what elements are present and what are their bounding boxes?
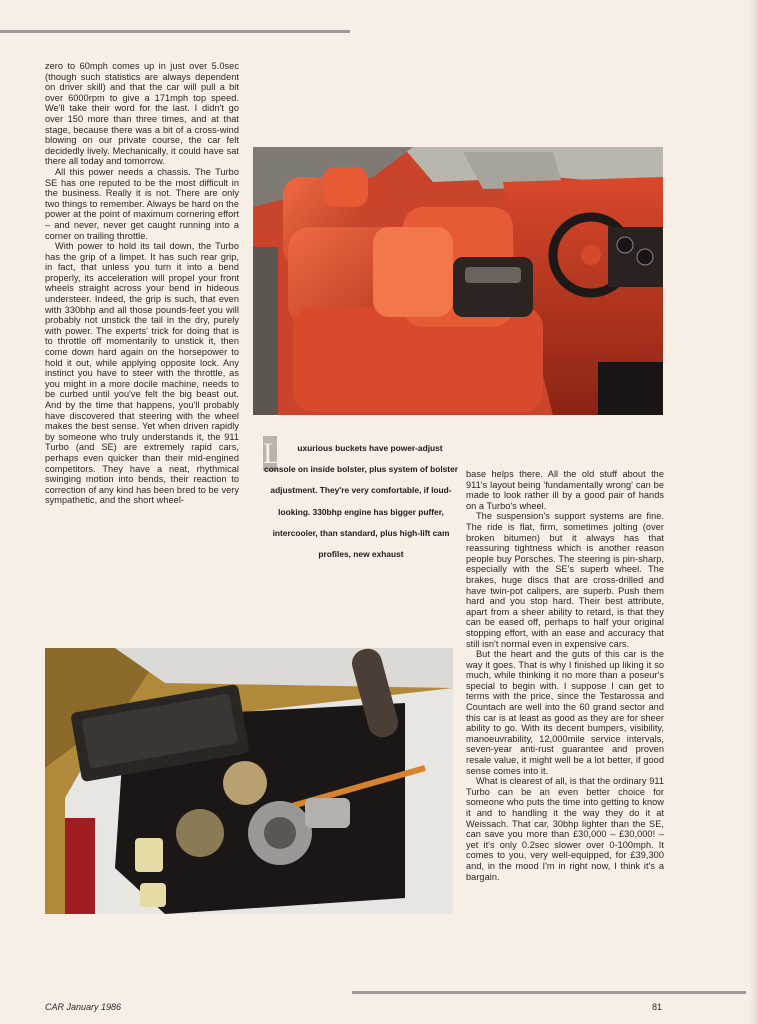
paragraph: zero to 60mph comes up in just over 5.0sec (though such statistics are always dependent on driver skill) and that the car will pull a bit over 6000rpm to give a 171mph top speed. We'll take their word for the last. I didn't go over 150 more than three times, and at that stage, because there was a bit of a cross-wind blowing on our private course, the car felt decidedly lively. Mechanically, it could have sat there all today and tomorrow. (45, 61, 239, 167)
paragraph: base helps there. All the old stuff about the 911's layout being 'fundamentally wrong' can be made to look rather ill by a good pair of hands on a Turbo's wheel. (466, 469, 664, 511)
drop-cap: L (263, 437, 282, 470)
article-column-left (45, 61, 239, 506)
page-edge-shadow (750, 0, 758, 1024)
paragraph: But the heart and the guts of this car is the way it goes. That is why I finished up liking it so much, while thinking it no more than a poseur's special to begin with. I suppose I can get to terms with the price, since the Testarossa and Countach are well into the 60 grand sector and this car is at least as good as they are for sheer ability to go. With its decent bumpers, visibility, manoeuvrability, 12,000mile service intervals, seven-year anti-rust guarantee and proven resale value, it might well be a lot better, if good sense comes into it. (466, 649, 664, 776)
article-column-right (466, 469, 664, 882)
caption-text: uxurious buckets have power-adjust console on inside bolster, plus system of bolster adjustment. They're very comfortable, if loud-looking. 330bhp engine has bigger puffer, intercooler, than standard, plus high-lift cam profiles, new exhaust (263, 443, 459, 560)
page-number: 81 (652, 1002, 663, 1012)
paragraph: With power to hold its tail down, the Turbo has the grip of a limpet. It has such rear grip, in fact, that unless you turn it into a bend properly, its acceleration will propel your front wheels straight across your bend in hideous understeer. Indeed, the grip is such, that even with 330bhp and all those pounds-feet you will probably not unstick the tail in the dry, purely with power. The experts' trick for doing that is to throttle off momentarily to unstick it, then come down hard again on the horsepower to hold it out, while applying opposite lock. Any instinct you have to steer with the throttle, as you might in a more docile machine, needs to be curbed until you've felt the big beast out. And by the time that happens, you'll probably have discovered that steering with the wheel makes the best sense. Yet when driven rapidly by someone who truly understands it, the 911 Turbo (and SE) are extremely rapid cars, perhaps even quicker than their mid-engined competitors. They have a neat, rhythmical swinging motion into bends, their reaction to correction of any kind has been bred to be very sympathetic, and the short wheel- (45, 241, 239, 506)
top-rule (0, 30, 350, 33)
magazine-issue-label: CAR January 1986 (45, 1002, 122, 1012)
engine-bay-photo (45, 648, 453, 914)
paragraph: All this power needs a chassis. The Turbo SE has one reputed to be the most difficult in the business. Really it is not. There are only two things to remember. Always be hard on the power at the point of maximum cornering effort – and never, never get caught running into a corner on trailing throttle. (45, 166, 239, 241)
paragraph: What is clearest of all, is that the ordinary 911 Turbo can be an even better choice for someone who puts the time into getting to know it and to handling it the way they do it at Weissach. That car, 30bhp lighter than the SE, can save you more than £30,000 – £30,000! – yet it's only 0.2sec slower over 0-100mph. It comes to you, very well-equipped, for £39,300 and, in the mood I'm in right now, I think it's a bargain. (466, 776, 664, 882)
interior-photo (253, 147, 663, 415)
photo-caption (263, 438, 459, 565)
paragraph: The suspension's support systems are fine. The ride is flat, firm, sometimes jolting (over broken bitumen) but it always has that reassuring tightness which is another reason people buy Porsches. The steering is pin-sharp, especially with the SE's superb wheel. The brakes, huge discs that are cross-drilled and have twin-pot calipers, are superb. Push them hard and you stop hard. Their best attribute, apart from a sheer ability to retard, is that they can be eased off, perhaps to half your original stopping effort, with an ease and accuracy that still isn't normal even in expensive cars. (466, 511, 664, 649)
bottom-rule (352, 991, 746, 994)
